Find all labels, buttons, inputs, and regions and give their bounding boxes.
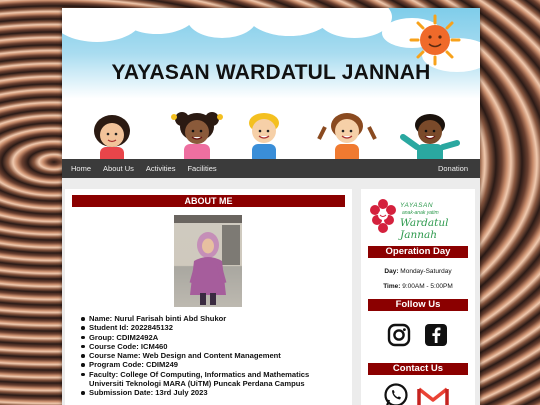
gmail-icon[interactable] — [417, 385, 449, 405]
sidebar — [361, 189, 475, 405]
operation-day-heading: Operation Day — [368, 246, 468, 258]
about-heading: ABOUT ME — [72, 195, 345, 207]
site-title: YAYASAN WARDATUL JANNAH — [111, 61, 431, 84]
logo-line-2: anak-anak yatim — [402, 210, 439, 216]
list-item: Name: Nurul Farisah binti Abd Shukor — [89, 314, 349, 323]
contact-us-heading: Contact Us — [368, 363, 468, 375]
child-illustration — [162, 107, 232, 159]
main-navbar — [62, 159, 480, 178]
nav-item-activities[interactable]: Activities — [145, 164, 176, 173]
operation-day-row — [361, 268, 475, 275]
nav-item-facilities[interactable]: Facilities — [187, 164, 217, 173]
time-value: 9:00AM - 5:00PM — [402, 283, 453, 290]
sun-icon — [409, 14, 461, 66]
list-item: Group: CDIM2492A — [89, 333, 349, 342]
facebook-icon[interactable] — [424, 323, 448, 347]
foundation-logo — [368, 196, 472, 241]
day-value: Monday-Saturday — [400, 268, 452, 275]
header-banner — [62, 8, 480, 159]
list-item: Course Code: ICM460 — [89, 342, 349, 351]
nav-item-donation[interactable]: Donation — [437, 164, 468, 173]
profile-photo — [174, 215, 242, 307]
child-illustration — [82, 111, 142, 159]
list-item: Faculty: College Of Computing, Informatics and Mathematics — [89, 370, 349, 379]
list-item: Program Code: CDIM249 — [89, 360, 349, 369]
list-item: Course Name: Web Design and Content Management — [89, 351, 349, 360]
day-label: Day: — [384, 268, 399, 275]
child-illustration — [317, 107, 377, 159]
logo-line-1: YAYASAN — [400, 202, 434, 209]
student-details-list — [89, 314, 349, 398]
list-item: Student Id: 2022845132 — [89, 323, 349, 332]
time-label: Time: — [383, 283, 401, 290]
child-illustration — [240, 107, 288, 159]
logo-line-3: Wardatul Jannah — [400, 217, 449, 241]
content-area — [62, 178, 480, 405]
whatsapp-icon[interactable] — [383, 382, 409, 405]
list-item: Universiti Teknologi MARA (UiTM) Puncak Perdana Campus — [89, 379, 305, 389]
instagram-icon[interactable] — [387, 323, 411, 347]
nav-item-home[interactable]: Home — [71, 164, 92, 173]
operation-time-row — [361, 283, 475, 290]
child-illustration — [397, 107, 463, 159]
page-container — [62, 8, 480, 405]
cloud-decoration — [317, 8, 392, 38]
about-section — [65, 189, 352, 405]
follow-us-heading: Follow Us — [368, 299, 468, 311]
flower-logo-icon — [368, 196, 398, 238]
nav-item-about-us[interactable]: About Us — [103, 164, 134, 173]
list-item: Submission Date: 13rd July 2023 — [89, 388, 349, 397]
